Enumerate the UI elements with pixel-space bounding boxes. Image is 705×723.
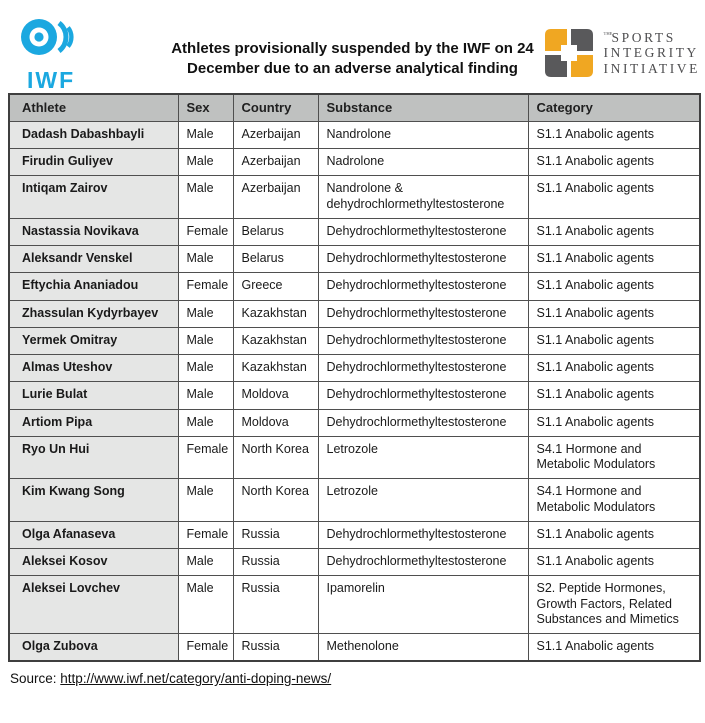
sii-sports-label: SPORTS: [611, 29, 676, 45]
cell-athlete: Olga Afanaseva: [9, 521, 178, 548]
table-row: [9, 576, 700, 634]
cell-substance: Dehydrochlormethyltestosterone: [318, 382, 528, 409]
cell-athlete: Eftychia Ananiadou: [9, 273, 178, 300]
cell-country: Azerbaijan: [233, 149, 318, 176]
cell-category: S1.1 Anabolic agents: [528, 246, 700, 273]
cell-sex: Male: [178, 549, 233, 576]
cell-category: S1.1 Anabolic agents: [528, 327, 700, 354]
cell-substance: Dehydrochlormethyltestosterone: [318, 521, 528, 548]
cell-country: Russia: [233, 634, 318, 662]
cell-country: Russia: [233, 521, 318, 548]
cell-sex: Male: [178, 327, 233, 354]
cell-country: North Korea: [233, 479, 318, 522]
page-title-line1: Athletes provisionally suspended by the IWF on 24: [171, 40, 534, 57]
cell-category: S1.1 Anabolic agents: [528, 273, 700, 300]
cell-substance: Dehydrochlormethyltestosterone: [318, 300, 528, 327]
cell-athlete: Dadash Dabashbayli: [9, 121, 178, 148]
cell-athlete: Ryo Un Hui: [9, 436, 178, 479]
cell-substance: Nandrolone: [318, 121, 528, 148]
page-title-line2: December due to an adverse analytical finding: [187, 60, 518, 78]
cell-sex: Male: [178, 409, 233, 436]
table-header: [9, 94, 700, 121]
cell-sex: Male: [178, 382, 233, 409]
table-row: [9, 218, 700, 245]
cell-category: S4.1 Hormone and Metabolic Modulators: [528, 436, 700, 479]
source-label: Source:: [10, 671, 57, 686]
table-row: [9, 149, 700, 176]
sports-integrity-initiative-logo: [543, 27, 700, 79]
cell-athlete: Artiom Pipa: [9, 409, 178, 436]
cell-country: Azerbaijan: [233, 176, 318, 219]
table-row: [9, 355, 700, 382]
cell-country: Russia: [233, 576, 318, 634]
cell-sex: Female: [178, 521, 233, 548]
cell-sex: Male: [178, 121, 233, 148]
cell-athlete: Aleksei Kosov: [9, 549, 178, 576]
table-row: [9, 436, 700, 479]
cell-athlete: Zhassulan Kydyrbayev: [9, 300, 178, 327]
column-header-category: Category: [528, 94, 700, 121]
cell-sex: Male: [178, 246, 233, 273]
cell-athlete: Aleksei Lovchev: [9, 576, 178, 634]
cell-country: Belarus: [233, 218, 318, 245]
cell-category: S4.1 Hormone and Metabolic Modulators: [528, 479, 700, 522]
cell-country: Kazakhstan: [233, 355, 318, 382]
table-row: [9, 300, 700, 327]
cell-sex: Female: [178, 218, 233, 245]
table-body: [9, 121, 700, 661]
cell-substance: Letrozole: [318, 436, 528, 479]
cell-country: Kazakhstan: [233, 300, 318, 327]
sii-initiative-label: INITIATIVE: [603, 60, 700, 76]
table-row: [9, 176, 700, 219]
cell-country: Moldova: [233, 382, 318, 409]
cell-substance: Dehydrochlormethyltestosterone: [318, 409, 528, 436]
cell-substance: Methenolone: [318, 634, 528, 662]
cell-sex: Male: [178, 479, 233, 522]
sii-pinwheel-icon: [543, 27, 595, 79]
cell-sex: Female: [178, 634, 233, 662]
cell-country: Russia: [233, 549, 318, 576]
cell-country: Moldova: [233, 409, 318, 436]
cell-substance: Dehydrochlormethyltestosterone: [318, 246, 528, 273]
cell-sex: Male: [178, 576, 233, 634]
iwf-logo-label: IWF: [27, 67, 76, 93]
table-row: [9, 327, 700, 354]
cell-category: S2. Peptide Hormones, Growth Factors, Related Substances and Mimetics: [528, 576, 700, 634]
cell-substance: Dehydrochlormethyltestosterone: [318, 273, 528, 300]
cell-category: S1.1 Anabolic agents: [528, 355, 700, 382]
column-header-sex: Sex: [178, 94, 233, 121]
cell-athlete: Nastassia Novikava: [9, 218, 178, 245]
table-row: [9, 521, 700, 548]
cell-substance: Dehydrochlormethyltestosterone: [318, 327, 528, 354]
sii-the-label: THE: [603, 30, 613, 36]
source-link[interactable]: http://www.iwf.net/category/anti-doping-news/: [60, 671, 332, 686]
table-row: [9, 246, 700, 273]
source-line: [10, 671, 331, 686]
cell-athlete: Firudin Guliyev: [9, 149, 178, 176]
cell-sex: Male: [178, 300, 233, 327]
table-row: [9, 121, 700, 148]
cell-substance: Letrozole: [318, 479, 528, 522]
table-header-row: [9, 94, 700, 121]
cell-country: Azerbaijan: [233, 121, 318, 148]
table-row: [9, 409, 700, 436]
cell-country: Belarus: [233, 246, 318, 273]
cell-country: North Korea: [233, 436, 318, 479]
cell-sex: Male: [178, 149, 233, 176]
cell-athlete: Kim Kwang Song: [9, 479, 178, 522]
cell-category: S1.1 Anabolic agents: [528, 409, 700, 436]
cell-substance: Ipamorelin: [318, 576, 528, 634]
cell-category: S1.1 Anabolic agents: [528, 218, 700, 245]
cell-country: Kazakhstan: [233, 327, 318, 354]
cell-substance: Dehydrochlormethyltestosterone: [318, 549, 528, 576]
suspended-athletes-table: [8, 93, 701, 662]
cell-substance: Dehydrochlormethyltestosterone: [318, 218, 528, 245]
cell-category: S1.1 Anabolic agents: [528, 121, 700, 148]
cell-athlete: Olga Zubova: [9, 634, 178, 662]
cell-athlete: Intiqam Zairov: [9, 176, 178, 219]
cell-substance: Nandrolone & dehydrochlormethyltestosterone: [318, 176, 528, 219]
cell-athlete: Lurie Bulat: [9, 382, 178, 409]
column-header-country: Country: [233, 94, 318, 121]
cell-substance: Dehydrochlormethyltestosterone: [318, 355, 528, 382]
cell-category: S1.1 Anabolic agents: [528, 549, 700, 576]
cell-category: S1.1 Anabolic agents: [528, 300, 700, 327]
table-row: [9, 549, 700, 576]
cell-athlete: Yermek Omitray: [9, 327, 178, 354]
sii-integrity-label: INTEGRITY: [603, 45, 699, 61]
cell-category: S1.1 Anabolic agents: [528, 149, 700, 176]
cell-sex: Female: [178, 436, 233, 479]
cell-sex: Female: [178, 273, 233, 300]
column-header-athlete: Athlete: [9, 94, 178, 121]
table-row: [9, 273, 700, 300]
sii-logo-text: [604, 30, 700, 76]
cell-athlete: Aleksandr Venskel: [9, 246, 178, 273]
column-header-substance: Substance: [318, 94, 528, 121]
cell-substance: Nadrolone: [318, 149, 528, 176]
cell-category: S1.1 Anabolic agents: [528, 634, 700, 662]
table-row: [9, 479, 700, 522]
cell-athlete: Almas Uteshov: [9, 355, 178, 382]
cell-sex: Male: [178, 355, 233, 382]
cell-category: S1.1 Anabolic agents: [528, 176, 700, 219]
table-row: [9, 382, 700, 409]
cell-sex: Male: [178, 176, 233, 219]
cell-category: S1.1 Anabolic agents: [528, 382, 700, 409]
cell-country: Greece: [233, 273, 318, 300]
cell-category: S1.1 Anabolic agents: [528, 521, 700, 548]
table-row: [9, 634, 700, 662]
